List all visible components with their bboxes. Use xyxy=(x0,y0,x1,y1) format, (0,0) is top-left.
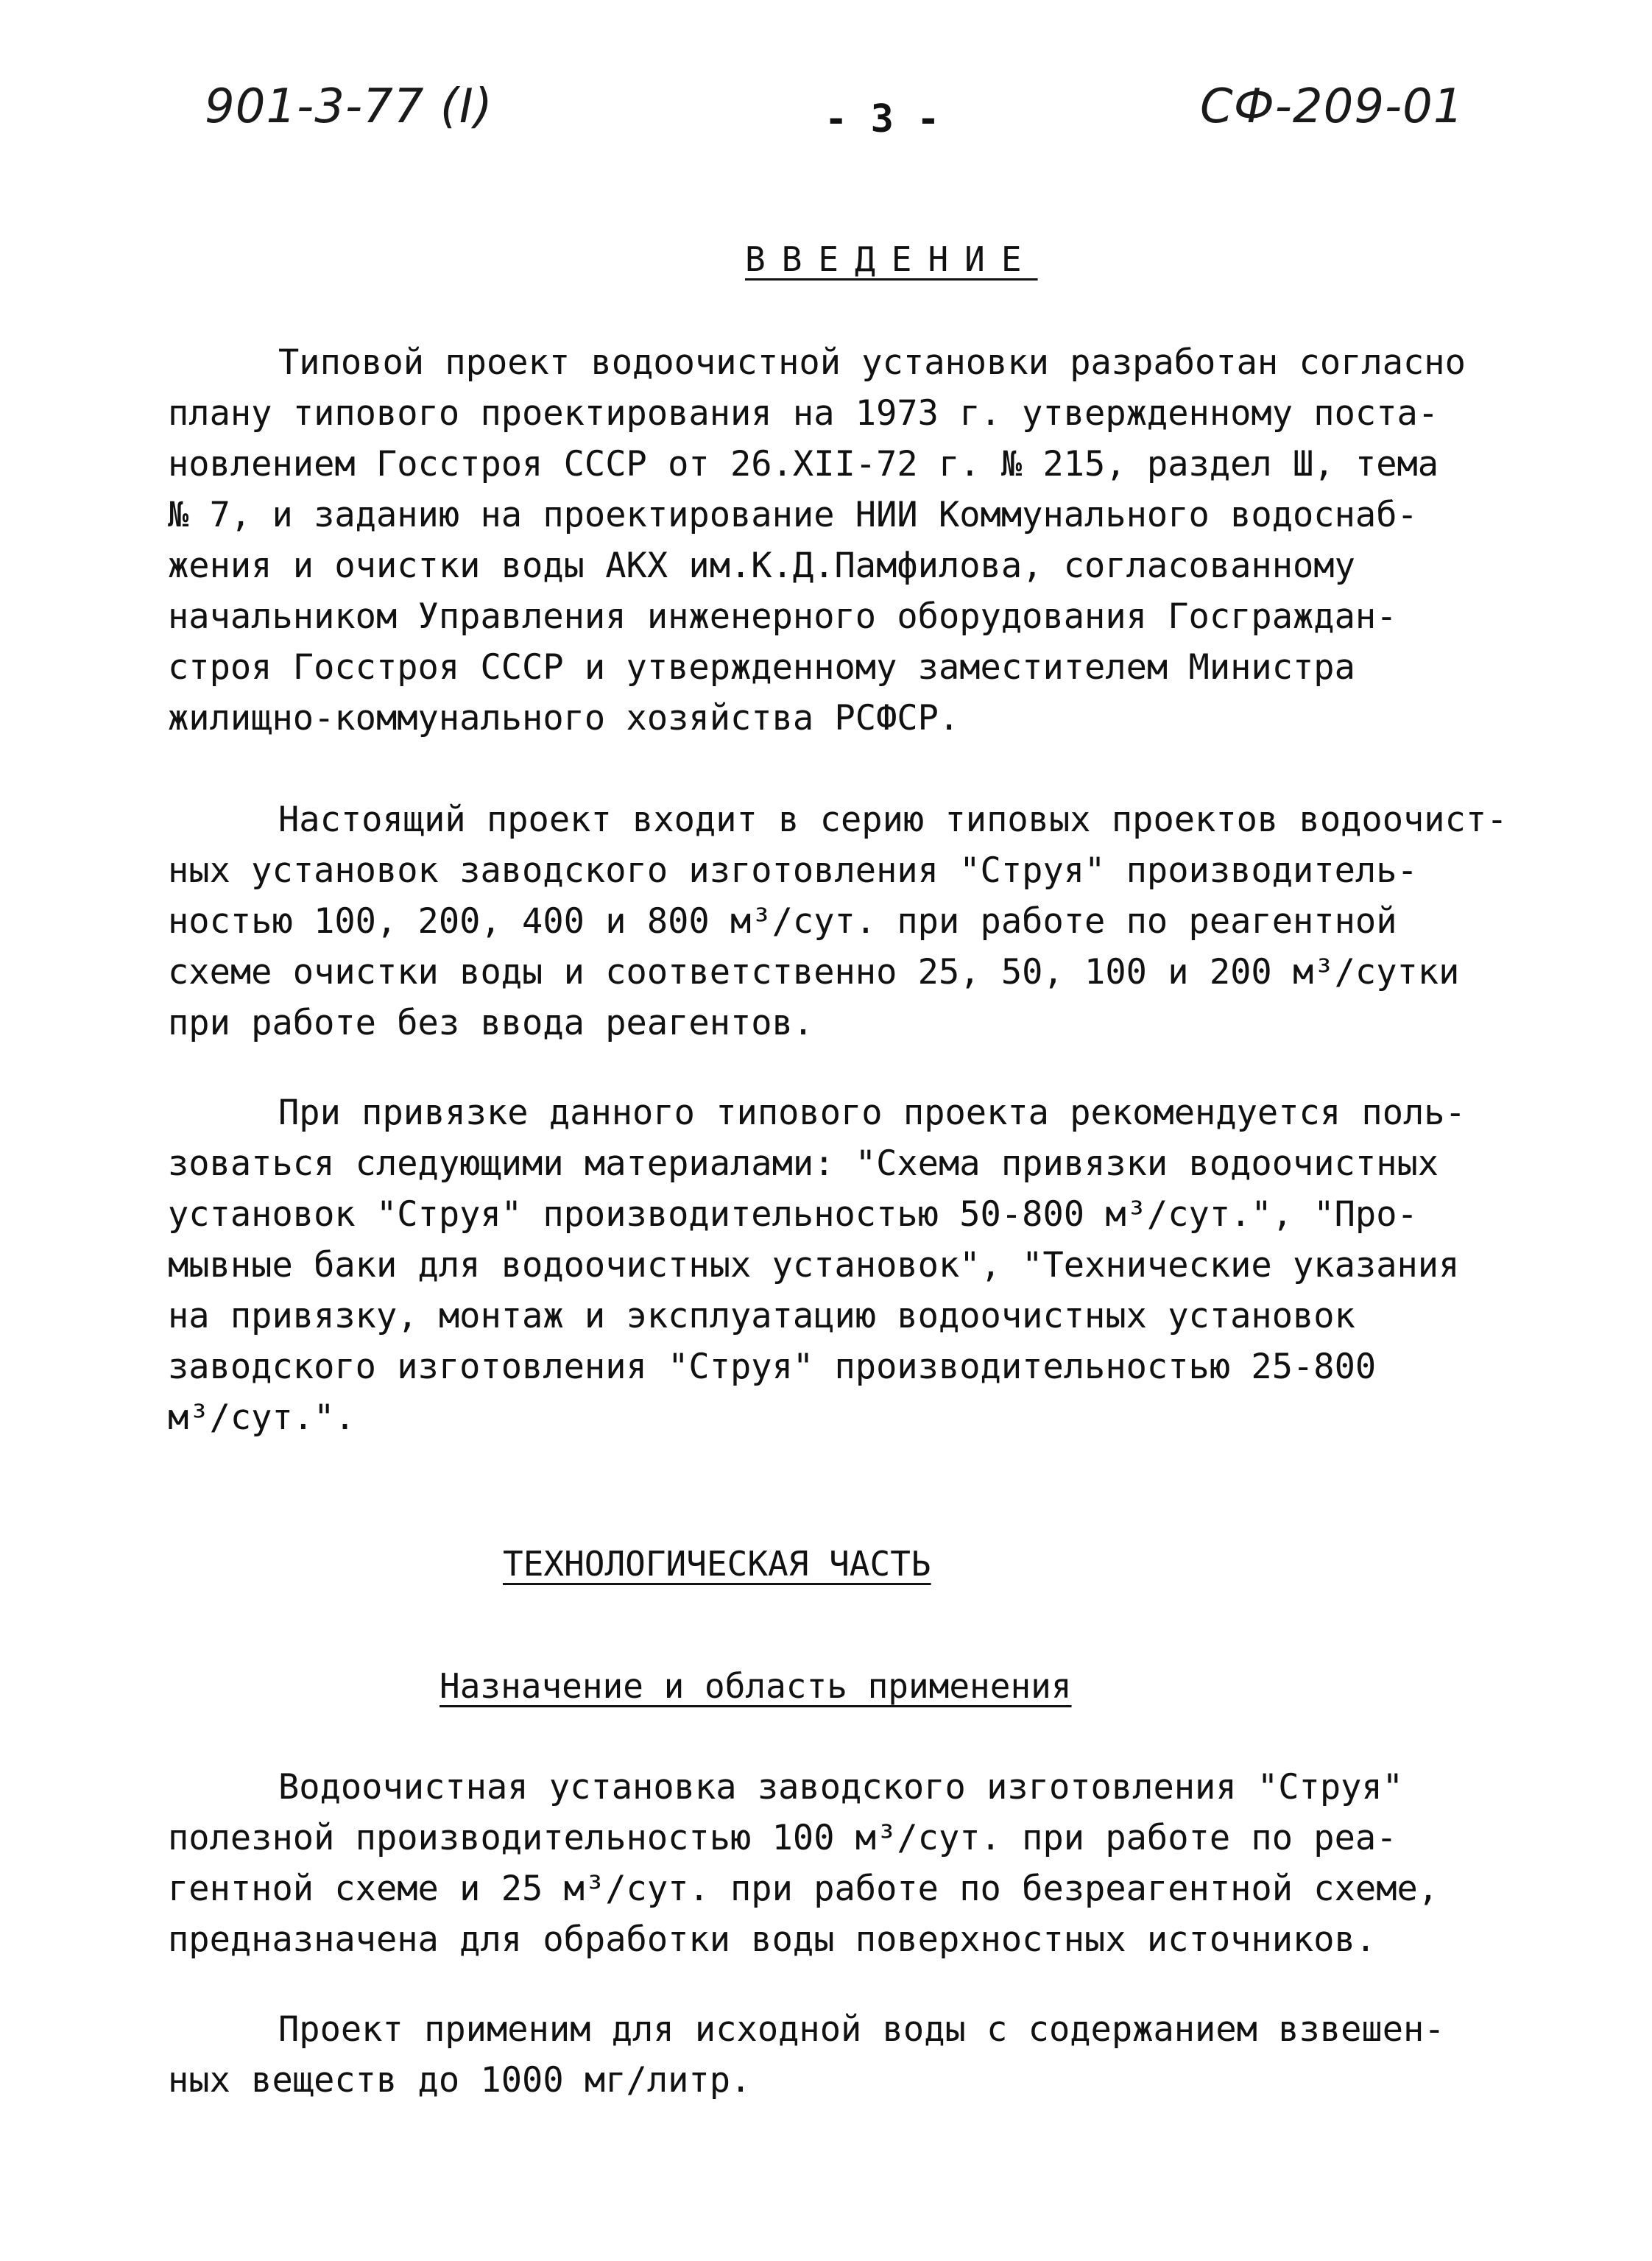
text-line: Проект применим для исходной воды с содержанием взвешен- xyxy=(278,2009,1445,2050)
page-number: - 3 - xyxy=(825,97,940,141)
text-line: предназначена для обработки воды поверхностных источников. xyxy=(168,1919,1377,1960)
section-title-introduction: ВВЕДЕНИЕ xyxy=(745,239,1038,279)
text-line: мывные баки для водоочистных установок", "Технические указания xyxy=(168,1245,1460,1285)
text-line: Водоочистная установка заводского изготовления "Струя" xyxy=(278,1767,1404,1807)
text-line: ностью 100, 200, 400 и 800 м³/сут. при работе по реагентной xyxy=(168,901,1397,942)
intro-paragraph-1 xyxy=(168,337,1508,744)
section-title-technological-part: ТЕХНОЛОГИЧЕСКАЯ ЧАСТЬ xyxy=(503,1544,931,1584)
intro-paragraph-3 xyxy=(168,1087,1508,1443)
text-line: схеме очистки воды и соответственно 25, 50, 100 и 200 м³/сутки xyxy=(168,952,1460,992)
intro-paragraph-2 xyxy=(168,794,1508,1048)
text-line: зоваться следующими материалами: "Схема привязки водоочистных xyxy=(168,1143,1439,1184)
text-line: новлением Госстроя СССР от 26.XII-72 г. № 215, раздел Ш, тема xyxy=(168,444,1439,484)
text-line: № 7, и заданию на проектирование НИИ Коммунального водоснаб- xyxy=(168,495,1418,535)
document-code-left: 901-3-77 (I) xyxy=(205,80,493,134)
subsection-title-purpose: Назначение и область применения xyxy=(440,1666,1072,1706)
text-line: гентной схеме и 25 м³/сут. при работе по безреагентной схеме, xyxy=(168,1869,1439,1909)
text-line: Настоящий проект входит в серию типовых проектов водоочист- xyxy=(278,800,1508,840)
text-line: Типовой проект водоочистной установки разработан согласно xyxy=(278,342,1466,383)
text-line: жилищно-коммунального хозяйства РСФСР. xyxy=(168,698,960,738)
text-line: полезной производительностью 100 м³/сут. при работе по реа- xyxy=(168,1818,1397,1858)
text-line: ных веществ до 1000 мг/литр. xyxy=(168,2060,752,2100)
document-code-right: СФ-209-01 xyxy=(1200,80,1464,134)
text-line: на привязку, монтаж и эксплуатацию водоочистных установок xyxy=(168,1296,1355,1336)
text-line: плану типового проектирования на 1973 г. утвержденному поста- xyxy=(168,393,1439,434)
text-line: начальником Управления инженерного оборудования Госграждан- xyxy=(168,596,1397,637)
text-line: При привязке данного типового проекта рекомендуется поль- xyxy=(278,1093,1466,1133)
text-line: установок "Струя" производительностью 50-800 м³/сут.", "Про- xyxy=(168,1194,1418,1235)
tech-paragraph-1 xyxy=(168,1762,1508,1965)
text-line: строя Госстроя СССР и утвержденному заместителем Министра xyxy=(168,647,1355,688)
text-line: ных установок заводского изготовления "Струя" производитель- xyxy=(168,850,1418,891)
tech-paragraph-2 xyxy=(168,2004,1508,2106)
text-line: жения и очистки воды АКХ им.К.Д.Памфилова, согласованному xyxy=(168,546,1355,586)
text-line: заводского изготовления "Струя" производительностью 25-800 xyxy=(168,1347,1377,1387)
text-line: м³/сут.". xyxy=(168,1397,356,1438)
text-line: при работе без ввода реагентов. xyxy=(168,1003,814,1043)
